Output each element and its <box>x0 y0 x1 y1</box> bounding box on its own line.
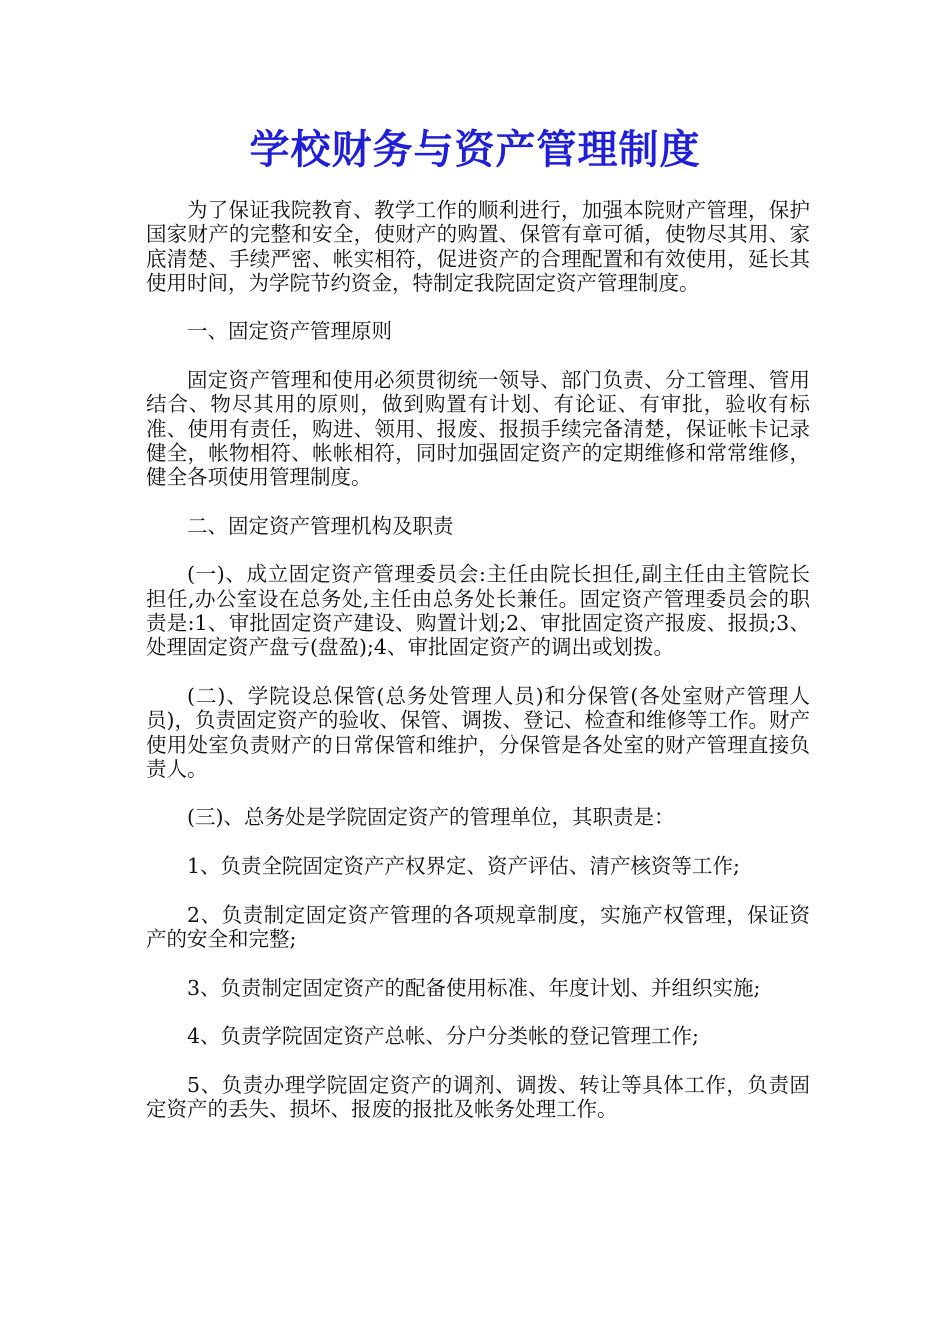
document-body <box>146 198 810 1146</box>
section-heading-organization: 二、固定资产管理机构及职责 <box>187 513 454 538</box>
duty-item-4: 4、负责学院固定资产总帐、分户分类帐的登记管理工作; <box>187 1024 699 1049</box>
duty-item-1: 1、负责全院固定资产产权界定、资产评估、清产核资等工作; <box>187 854 740 879</box>
committee-paragraph: (一)、成立固定资产管理委员会:主任由院长担任,副主任由主管院长担任,办公室设在总务处,主任由总务处长兼任。固定资产管理委员会的职责是:1、审批固定资产建设、购置计划;2、审批固定资产报废、报损;3、处理固定资产盘亏(盘盈);4、审批固定资产的调出或划拨。 <box>146 562 810 660</box>
document-title: 学校财务与资产管理制度 <box>249 126 701 173</box>
section-heading-principles: 一、固定资产管理原则 <box>187 319 392 344</box>
principles-paragraph: 固定资产管理和使用必须贯彻统一领导、部门负责、分工管理、管用结合、物尽其用的原则，做到购置有计划、有论证、有审批，验收有标准、使用有责任，购进、领用、报废、报损手续完备清楚，保证帐卡记录健全，帐物相符、帐帐相符，同时加强固定资产的定期维修和常常维修，健全各项使用管理制度。 <box>146 368 810 490</box>
duty-item-5: 5、负责办理学院固定资产的调剂、调拨、转让等具体工作，负责固定资产的丢失、损坏、报废的报批及帐务处理工作。 <box>146 1072 810 1121</box>
duty-item-2: 2、负责制定固定资产管理的各项规章制度，实施产权管理，保证资产的安全和完整; <box>146 902 810 951</box>
duty-item-3: 3、负责制定固定资产的配备使用标准、年度计划、并组织实施; <box>187 975 761 1000</box>
general-affairs-paragraph: (三)、总务处是学院固定资产的管理单位，其职责是： <box>187 805 675 830</box>
custodian-paragraph: (二)、学院设总保管(总务处管理人员)和分保管(各处室财产管理人员)，负责固定资产的验收、保管、调拨、登记、检查和维修等工作。财产使用处室负责财产的日常保管和维护，分保管是各处室的财产管理直接负责人。 <box>146 683 810 781</box>
intro-paragraph: 为了保证我院教育、教学工作的顺利进行，加强本院财产管理，保护国家财产的完整和安全，使财产的购置、保管有章可循，使物尽其用、家底清楚、手续严密、帐实相符，促进资产的合理配置和有效使用，延长其使用时间，为学院节约资金，特制定我院固定资产管理制度。 <box>146 198 810 295</box>
